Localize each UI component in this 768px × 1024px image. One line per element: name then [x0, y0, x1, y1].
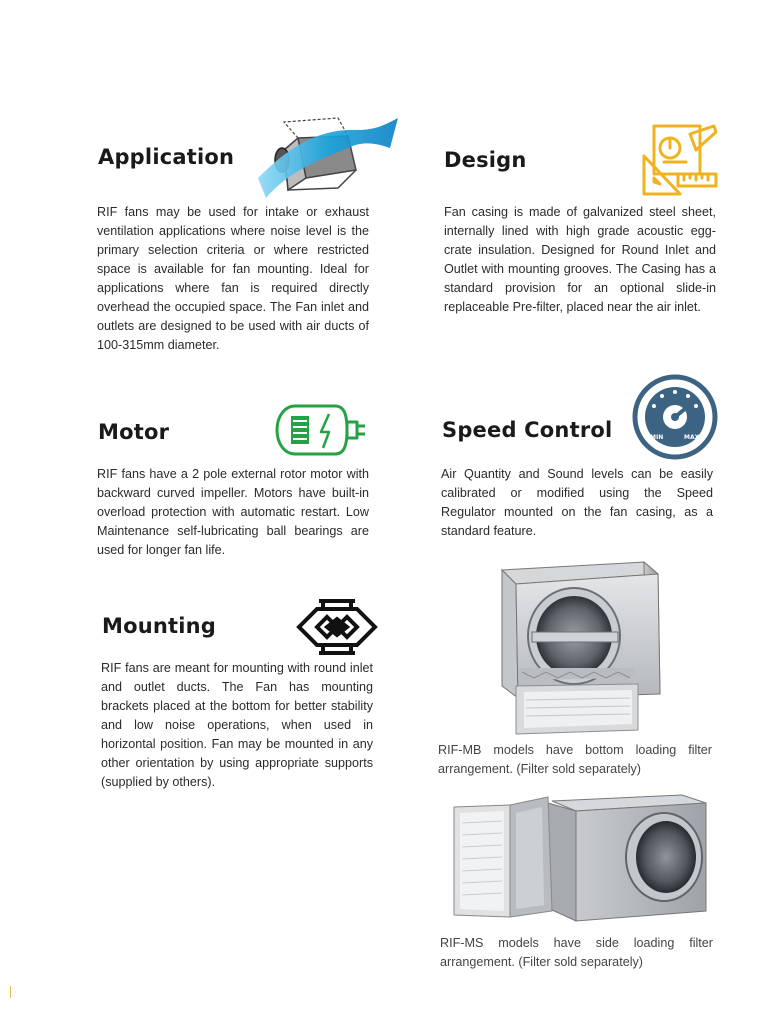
dial-max-label: MAX: [684, 434, 700, 441]
rif-mb-caption: RIF-MB models have bottom loading filter arrangement. (Filter sold separately): [438, 743, 712, 776]
speed-dial-icon: [632, 374, 718, 460]
design-tools-icon: [640, 122, 720, 198]
motor-icon: [273, 402, 373, 458]
speed-control-heading: Speed Control: [442, 418, 613, 442]
motor-heading: Motor: [98, 420, 170, 444]
rif-mb-fan-photo: [494, 560, 666, 738]
application-heading: Application: [98, 145, 235, 169]
rif-ms-fan-photo: [452, 793, 710, 927]
speed-control-text: Air Quantity and Sound levels can be easily calibrated or modified using the Speed Regulator mounted on the fan casing, as a standard feature.: [441, 467, 713, 538]
mounting-icon: [295, 597, 379, 657]
mounting-text: RIF fans are meant for mounting with round inlet and outlet ducts. The Fan has mounting brackets placed at the bottom for better stability and low noise operations, when used in horizontal position. Fan may be mounted in any other orientation by using appropriate supports (supplied by others).: [101, 661, 373, 789]
motor-text: RIF fans have a 2 pole external rotor motor with backward curved impeller. Motors have built-in overload protection with automatic restart. Low Maintenance self-lubricating ball bearings are used for longer fan life.: [97, 467, 369, 557]
page-margin-mark: [10, 986, 11, 998]
design-text: Fan casing is made of galvanized steel sheet, internally lined with high grade acoustic egg-crate insulation. Designed for Round Inlet and Outlet with mounting grooves. The Casing has a standard provision for an optional slide-in replaceable Pre-filter, placed near the air inlet.: [444, 205, 716, 314]
application-text: RIF fans may be used for intake or exhaust ventilation applications where noise level is the primary selection criteria or where restricted space is available for fan mounting. Ideal for applications where fan is required directly overhead the occupied space. The Fan inlet and outlets are designed to be used with air ducts of 100-315mm diameter.: [97, 205, 369, 352]
rif-ms-caption: RIF-MS models have side loading filter arrangement. (Filter sold separately): [440, 936, 713, 969]
design-heading: Design: [444, 148, 527, 172]
dial-min-label: MIN: [650, 434, 664, 441]
mounting-heading: Mounting: [102, 614, 217, 638]
fan-box-airflow-icon: [258, 108, 400, 200]
